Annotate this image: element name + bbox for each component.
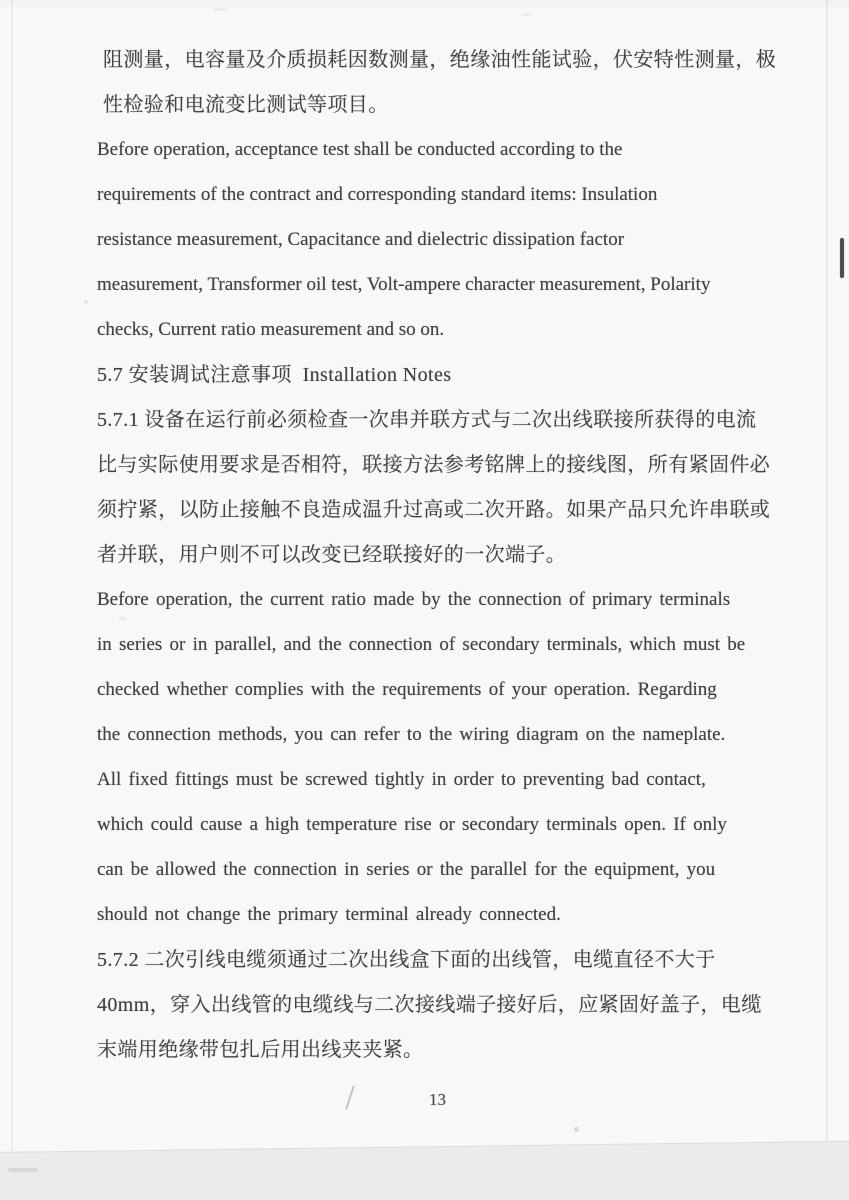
scan-left-edge-line — [11, 0, 13, 1200]
doc-line-en: which could cause a high temperature rise or secondary terminals open. If only — [97, 814, 727, 835]
doc-line-en: the connection methods, you can refer to the wiring diagram on the nameplate. — [97, 724, 726, 745]
doc-line-en: checks, Current ratio measurement and so on. — [97, 319, 445, 340]
scan-speck — [84, 300, 88, 304]
scan-speck — [118, 617, 126, 620]
doc-line-en: Before operation, the current ratio made by the connection of primary terminals — [97, 589, 731, 610]
doc-line-en: All fixed fittings must be screwed tightly in order to preventing bad contact, — [97, 769, 706, 790]
scan-speck — [574, 1127, 579, 1132]
section-heading-5-7: 5.7 安装调试注意事项 Installation Notes — [97, 364, 452, 386]
scan-right-edge-mark — [840, 238, 844, 278]
doc-line-cjk: 比与实际使用要求是否相符，联接方法参考铭牌上的接线图，所有紧固件必 — [97, 454, 771, 476]
doc-line-cjk: 须拧紧，以防止接触不良造成温升过高或二次开路。如果产品只允许串联或 — [97, 499, 771, 521]
scan-speck — [213, 8, 229, 11]
doc-line-en: can be allowed the connection in series or the parallel for the equipment, you — [97, 859, 716, 880]
doc-line-en: checked whether complies with the requirements of your operation. Regarding — [97, 679, 717, 700]
doc-line-cjk: 阻测量，电容量及介质损耗因数测量，绝缘油性能试验，伏安特性测量，极 — [103, 49, 777, 71]
section-5-7-1-line: 5.7.1 设备在运行前必须检查一次串并联方式与二次出线联接所获得的电流 — [97, 409, 757, 431]
scan-bottom-left-dash — [8, 1168, 38, 1172]
doc-line-cjk: 末端用绝缘带包扎后用出线夹夹紧。 — [97, 1039, 424, 1061]
doc-line-cjk: 40mm，穿入出线管的电缆线与二次接线端子接好后，应紧固好盖子，电缆 — [97, 994, 762, 1016]
doc-line-en: resistance measurement, Capacitance and dielectric dissipation factor — [97, 229, 625, 250]
scan-slash-artifact — [345, 1085, 355, 1109]
doc-line-cjk: 性检验和电流变比测试等项目。 — [103, 94, 389, 116]
doc-line-en: Before operation, acceptance test shall be conducted according to the — [97, 139, 623, 160]
section-5-7-2-line: 5.7.2 二次引线电缆须通过二次出线盒下面的出线管，电缆直径不大于 — [97, 949, 716, 971]
doc-line-en: should not change the primary terminal already connected. — [97, 904, 561, 925]
page-number: 13 — [429, 1090, 446, 1109]
doc-line-en: requirements of the contract and corresponding standard items: Insulation — [97, 184, 658, 205]
doc-line-en: in series or in parallel, and the connection of secondary terminals, which must be — [97, 634, 746, 655]
doc-line-cjk: 者并联，用户则不可以改变已经联接好的一次端子。 — [97, 544, 567, 566]
scan-speck — [522, 13, 531, 16]
doc-line-en: measurement, Transformer oil test, Volt-ampere character measurement, Polarity — [97, 274, 711, 295]
scanner-bed-bottom-edge — [0, 1140, 849, 1200]
scan-top-shading — [0, 0, 849, 7]
